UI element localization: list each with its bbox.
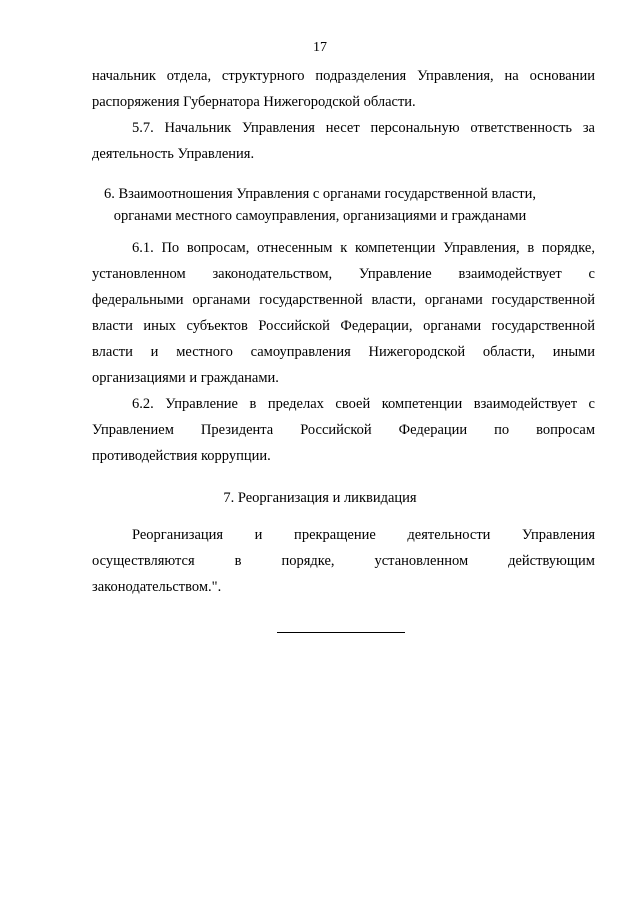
text-line: власти и местного самоуправления Нижегородской области, иными [92, 344, 595, 360]
section-6-heading [0, 183, 640, 227]
text-line: власти иных субъектов Российской Федерации, органами государственной [92, 318, 595, 334]
text-line: противодействия коррупции. [92, 448, 271, 464]
text-line: федеральными органами государственной власти, органами государственной [92, 292, 595, 308]
text-line: начальник отдела, структурного подразделения Управления, на основании [92, 68, 595, 84]
section-7-heading: 7. Реорганизация и ликвидация [223, 490, 417, 506]
closing-rule [277, 632, 405, 633]
text-line: деятельность Управления. [92, 146, 255, 162]
text-line: организациями и гражданами. [92, 370, 279, 386]
page-number: 17 [313, 40, 327, 55]
paragraph-6-2 [92, 391, 595, 469]
text-line: 6.1. По вопросам, отнесенным к компетенции Управления, в порядке, [132, 240, 595, 256]
paragraph-5-6-continuation [92, 63, 595, 115]
text-line: распоряжения Губернатора Нижегородской области. [92, 94, 416, 110]
text-line: 5.7. Начальник Управления несет персональную ответственность за [132, 120, 595, 136]
heading-line: 6. Взаимоотношения Управления с органами государственной власти, [103, 186, 537, 202]
heading-line: органами местного самоуправления, организациями и гражданами [113, 208, 527, 224]
paragraph-7 [92, 522, 595, 600]
text-line: Управлением Президента Российской Федерации по вопросам [92, 422, 595, 438]
paragraph-5-7 [92, 115, 595, 167]
text-line: 6.2. Управление в пределах своей компетенции взаимодействует с [132, 396, 595, 412]
text-line: осуществляются в порядке, установленном действующим [92, 553, 595, 569]
text-line: установленном законодательством, Управление взаимодействует с [92, 266, 595, 282]
paragraph-6-1 [92, 235, 595, 391]
text-line: Реорганизация и прекращение деятельности Управления [132, 527, 595, 543]
text-line: законодательством.". [92, 579, 222, 595]
